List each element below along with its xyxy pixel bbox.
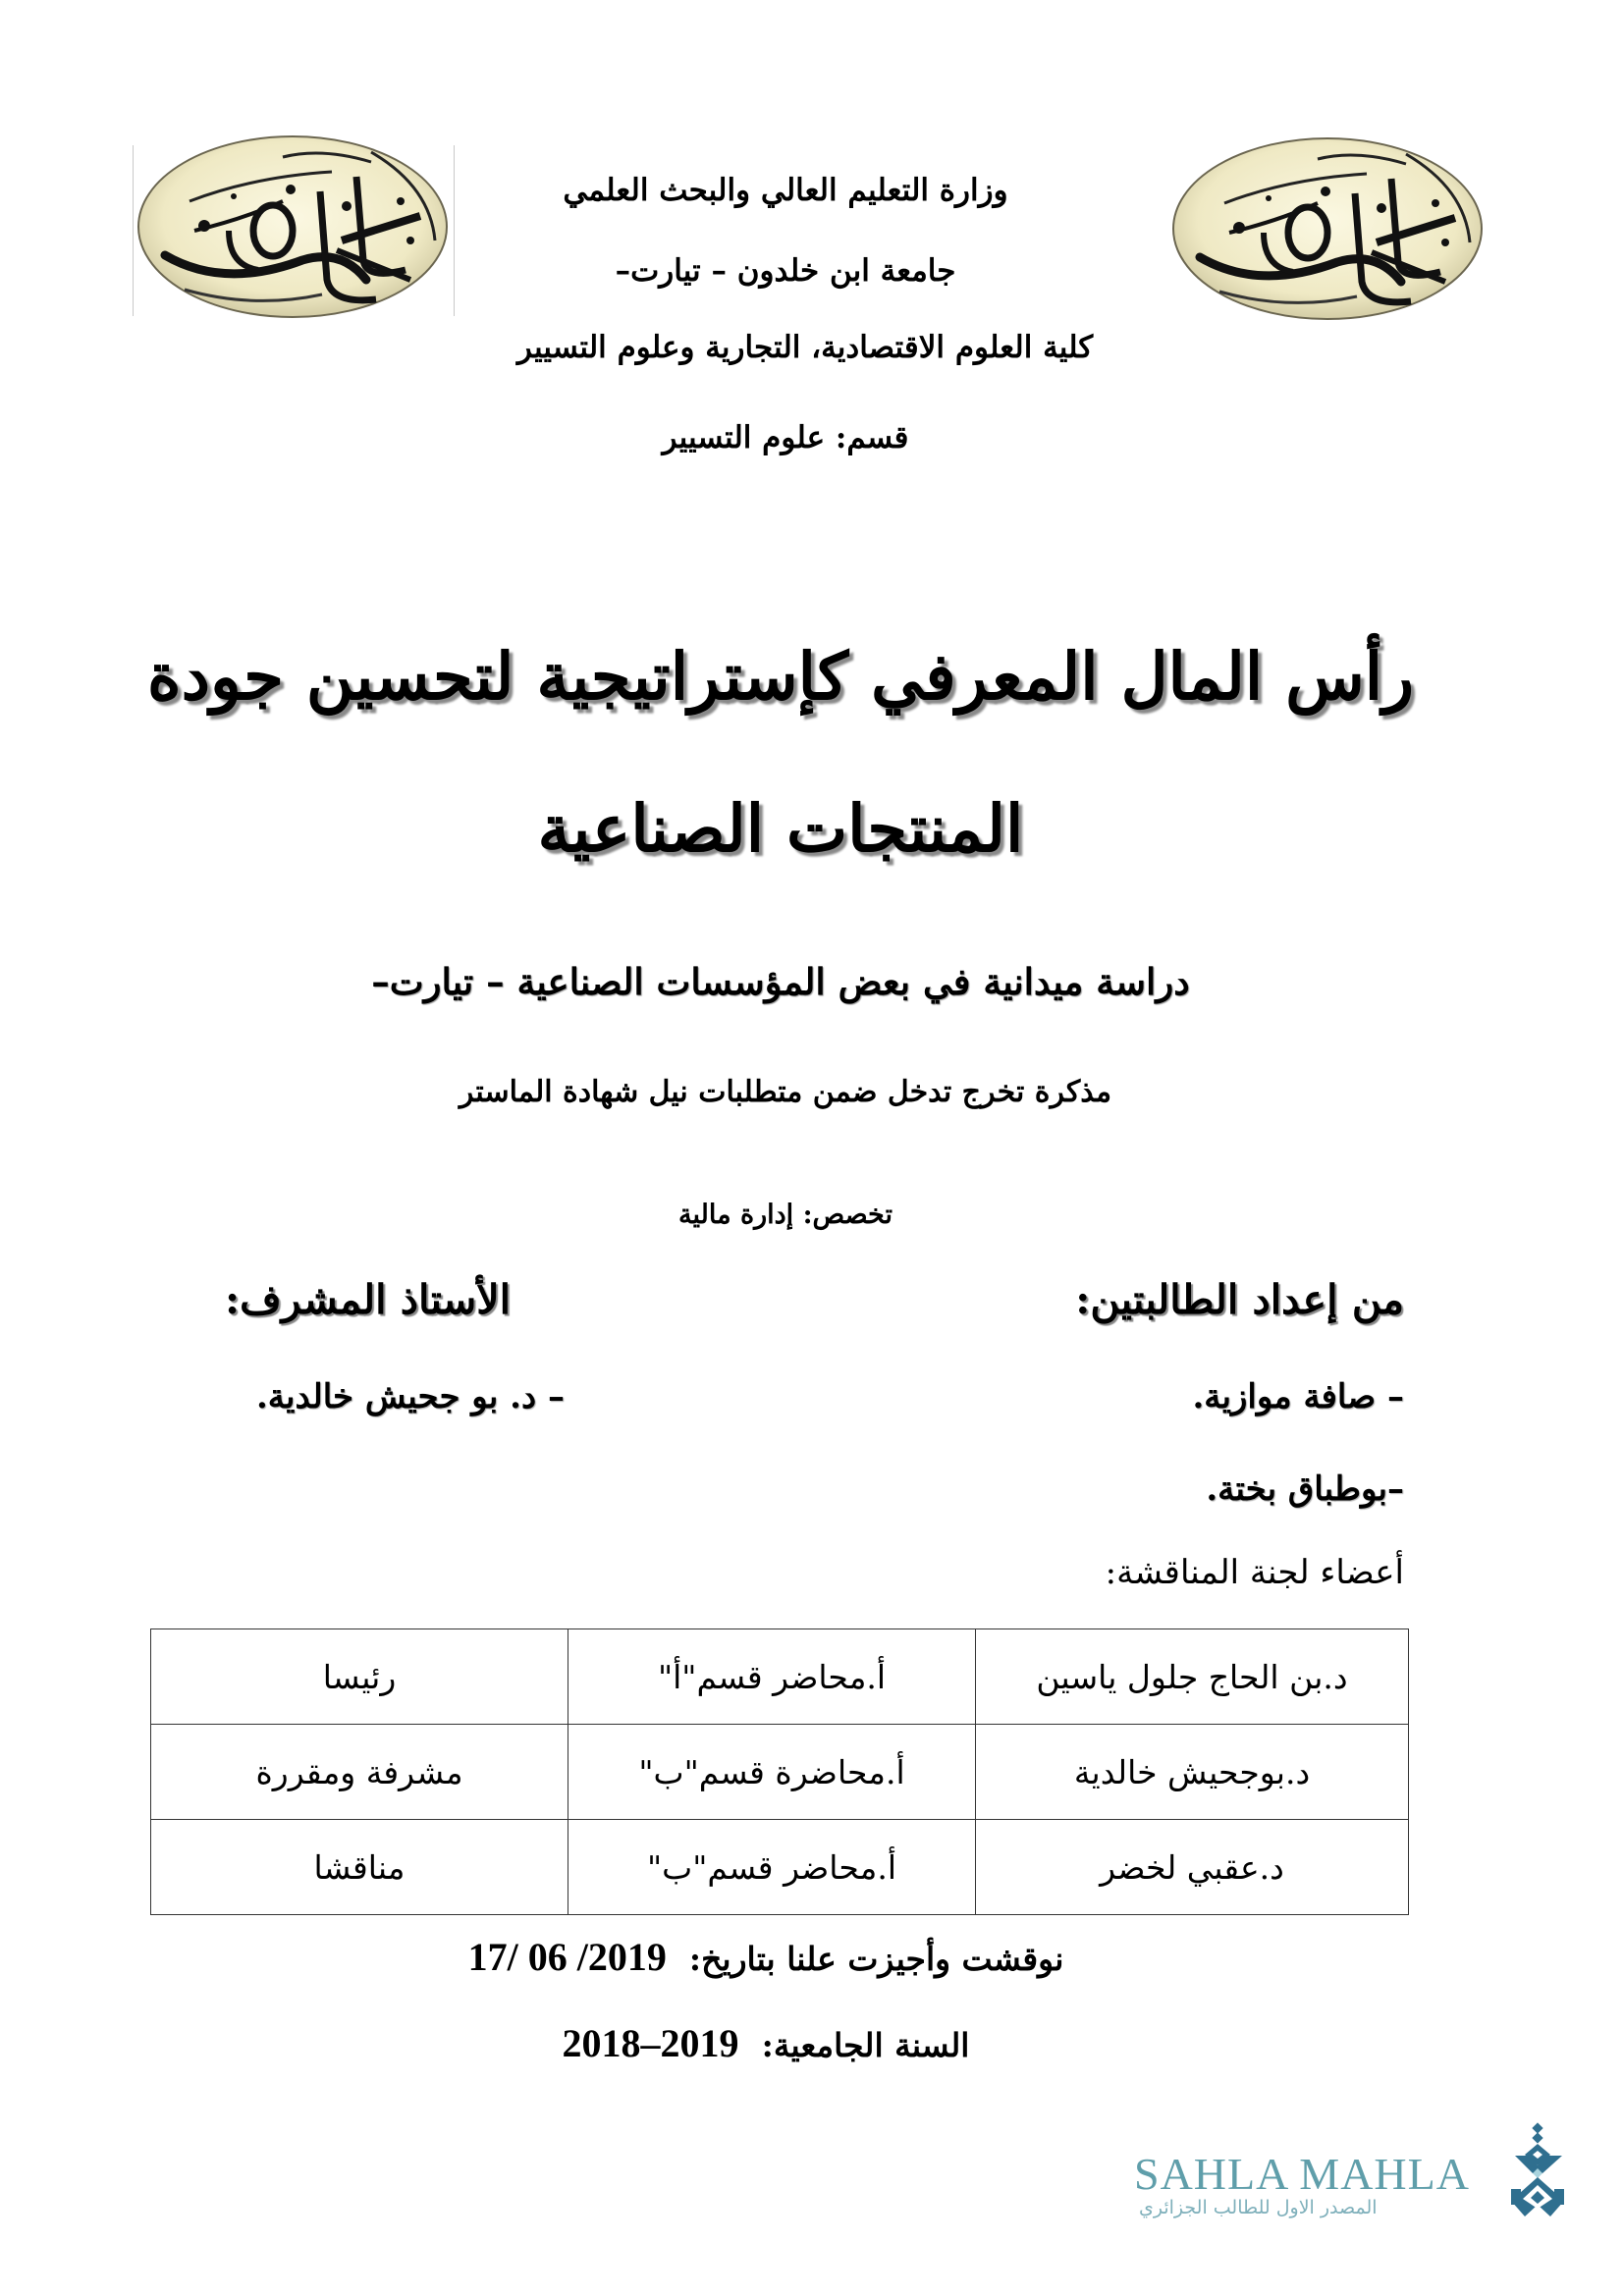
department-name: قسم: علوم التسيير <box>662 420 909 455</box>
defense-date-value: 17/ 06 /2019 <box>467 1935 667 1979</box>
academic-year-line <box>491 2020 1041 2066</box>
member-name: د.عقبي لخضر <box>976 1820 1409 1915</box>
table-row <box>151 1629 1409 1725</box>
member-rank: أ.محاضر قسم"أ" <box>568 1629 976 1725</box>
university-name: جامعة ابن خلدون – تيارت– <box>615 253 956 289</box>
university-seal-icon <box>135 133 450 321</box>
watermark-brand: SAHLA MAHLA <box>1134 2149 1470 2199</box>
committee-heading: أعضاء لجنة المناقشة: <box>1105 1553 1404 1592</box>
faculty-name: كلية العلوم الاقتصادية، التجارية وعلوم التسيير <box>516 330 1094 365</box>
memo-description: مذكرة تخرج تدخل ضمن متطلبات نيل شهادة الماستر <box>459 1075 1112 1109</box>
member-name: د.بوجحيش خالدية <box>976 1725 1409 1820</box>
thesis-title-line-2: المنتجات الصناعية <box>537 790 1024 867</box>
student-name: – صافة موازية. <box>1192 1377 1404 1416</box>
students-heading: من إعداد الطالبتين: <box>1075 1276 1404 1323</box>
member-role: مناقشا <box>151 1820 568 1915</box>
member-name: د.بن الحاج جلول ياسين <box>976 1629 1409 1725</box>
defense-date-label: نوقشت وأجيزت علنا بتاريخ: <box>688 1940 1064 1978</box>
ministry-name: وزارة التعليم العالي والبحث العلمي <box>563 173 1008 208</box>
supervisor-heading: الأستاذ المشرف: <box>225 1276 511 1323</box>
watermark-tagline: المصدر الاول للطالب الجزائري <box>1139 2197 1378 2218</box>
academic-year-label: السنة الجامعية: <box>761 2026 970 2064</box>
member-role: رئيسا <box>151 1629 568 1725</box>
sahla-mahla-logo-icon <box>1507 2122 1570 2220</box>
member-role: مشرفة ومقررة <box>151 1725 568 1820</box>
supervisor-name: – د. بو جحيش خالدية. <box>255 1377 565 1416</box>
university-seal-icon <box>1170 134 1485 323</box>
table-row <box>151 1820 1409 1915</box>
defense-date-line <box>422 1934 1109 1980</box>
member-rank: أ.محاضرة قسم"ب" <box>568 1725 976 1820</box>
student-name: –بوطباق بختة. <box>1206 1469 1404 1509</box>
committee-table <box>150 1629 1409 1915</box>
academic-year-value: 2018–2019 <box>562 2021 739 2065</box>
specialty-label: تخصص: إدارة مالية <box>678 1200 893 1230</box>
member-rank: أ.محاضر قسم"ب" <box>568 1820 976 1915</box>
thesis-subtitle: دراسة ميدانية في بعض المؤسسات الصناعية – تيارت– <box>371 960 1190 1003</box>
table-row <box>151 1725 1409 1820</box>
thesis-title-line-1: رأس المال المعرفي كإستراتيجية لتحسين جودة <box>147 638 1414 715</box>
